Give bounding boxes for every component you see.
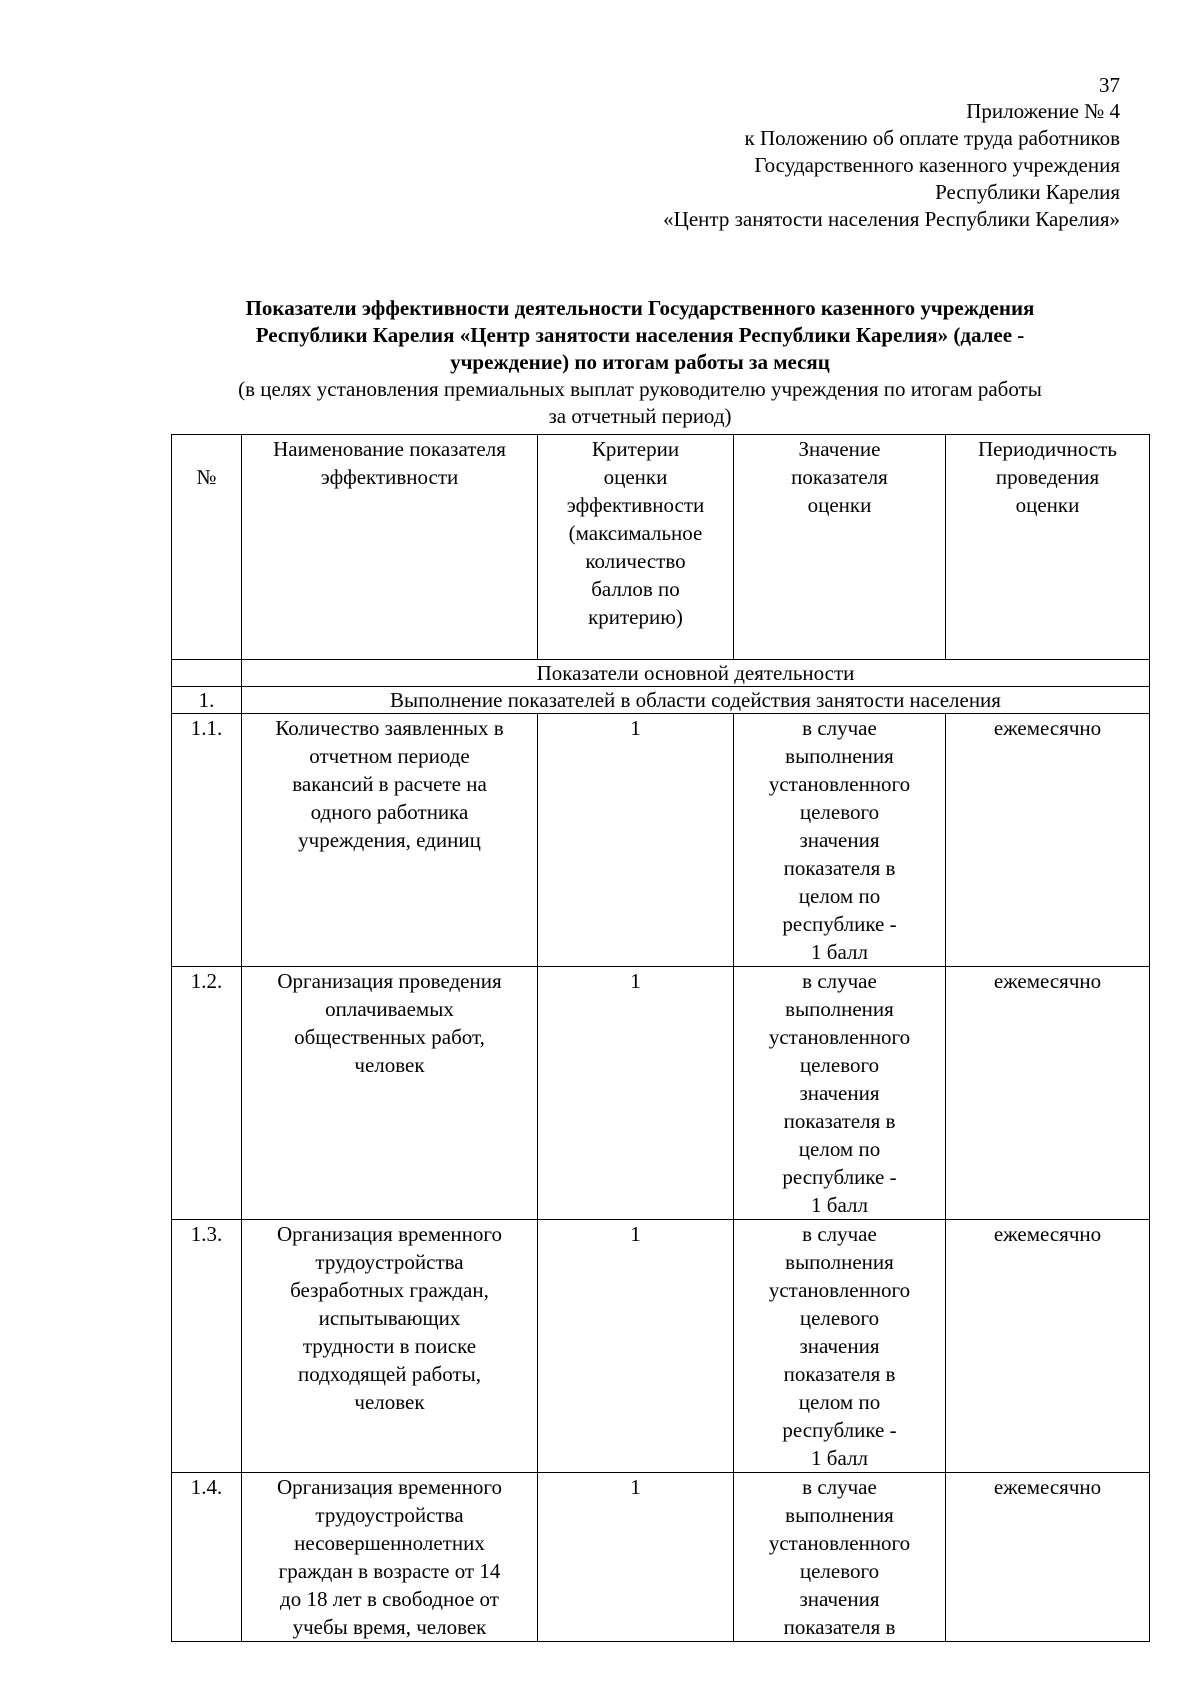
row-value: в случае выполнения установленного целевого значения показателя в [734,1473,946,1642]
table-row [172,967,1150,1220]
section-row [172,660,1150,687]
header-name: Наименование показателя эффективности [242,435,538,660]
header-value: Значение показателя оценки [734,435,946,660]
table-header-row [172,435,1150,660]
group-num: 1. [172,687,242,714]
row-num: 1.3. [172,1220,242,1473]
section-title: Показатели основной деятельности [242,660,1150,687]
appendix-line: к Положению об оплате труда работников [744,126,1120,150]
row-criteria: 1 [538,967,734,1220]
subtitle-line: за отчетный период) [548,404,732,428]
document-title [160,295,1120,430]
title-line: Республики Карелия «Центр занятости населения Республики Карелия» (далее - [255,323,1025,347]
section-num-empty [172,660,242,687]
title-line: Показатели эффективности деятельности Государственного казенного учреждения [245,296,1035,320]
table-row [172,1220,1150,1473]
appendix-line: Приложение № 4 [966,99,1120,123]
row-name: Количество заявленных в отчетном периоде вакансий в расчете на одного работника учреждения, единиц [242,714,538,967]
appendix-line: «Центр занятости населения Республики Карелия» [663,207,1120,231]
header-num: № [172,435,242,660]
row-name: Организация проведения оплачиваемых общественных работ, человек [242,967,538,1220]
appendix-header [663,98,1120,233]
subtitle-line: (в целях установления премиальных выплат руководителю учреждения по итогам работы [238,377,1042,401]
row-period: ежемесячно [946,967,1150,1220]
row-num: 1.4. [172,1473,242,1642]
row-value: в случае выполнения установленного целевого значения показателя в целом по республике - 1 балл [734,967,946,1220]
table-row [172,1473,1150,1642]
row-criteria: 1 [538,1473,734,1642]
group-row [172,687,1150,714]
appendix-line: Государственного казенного учреждения [754,153,1120,177]
row-period: ежемесячно [946,714,1150,967]
row-value: в случае выполнения установленного целевого значения показателя в целом по республике - 1 балл [734,1220,946,1473]
row-period: ежемесячно [946,1473,1150,1642]
row-num: 1.1. [172,714,242,967]
header-criteria: Критерии оценки эффективности (максимальное количество баллов по критерию) [538,435,734,660]
page-number: 37 [1099,73,1120,97]
title-line: учреждение) по итогам работы за месяц [450,350,830,374]
indicators-table [171,434,1150,1642]
row-num: 1.2. [172,967,242,1220]
row-criteria: 1 [538,714,734,967]
group-title: Выполнение показателей в области содействия занятости населения [242,687,1150,714]
appendix-line: Республики Карелия [935,180,1120,204]
row-name: Организация временного трудоустройства безработных граждан, испытывающих трудности в поиске подходящей работы, человек [242,1220,538,1473]
row-value: в случае выполнения установленного целевого значения показателя в целом по республике - 1 балл [734,714,946,967]
table-row [172,714,1150,967]
row-name: Организация временного трудоустройства несовершеннолетних граждан в возрасте от 14 до 18 лет в свободное от учебы время, человек [242,1473,538,1642]
row-period: ежемесячно [946,1220,1150,1473]
header-period: Периодичность проведения оценки [946,435,1150,660]
row-criteria: 1 [538,1220,734,1473]
